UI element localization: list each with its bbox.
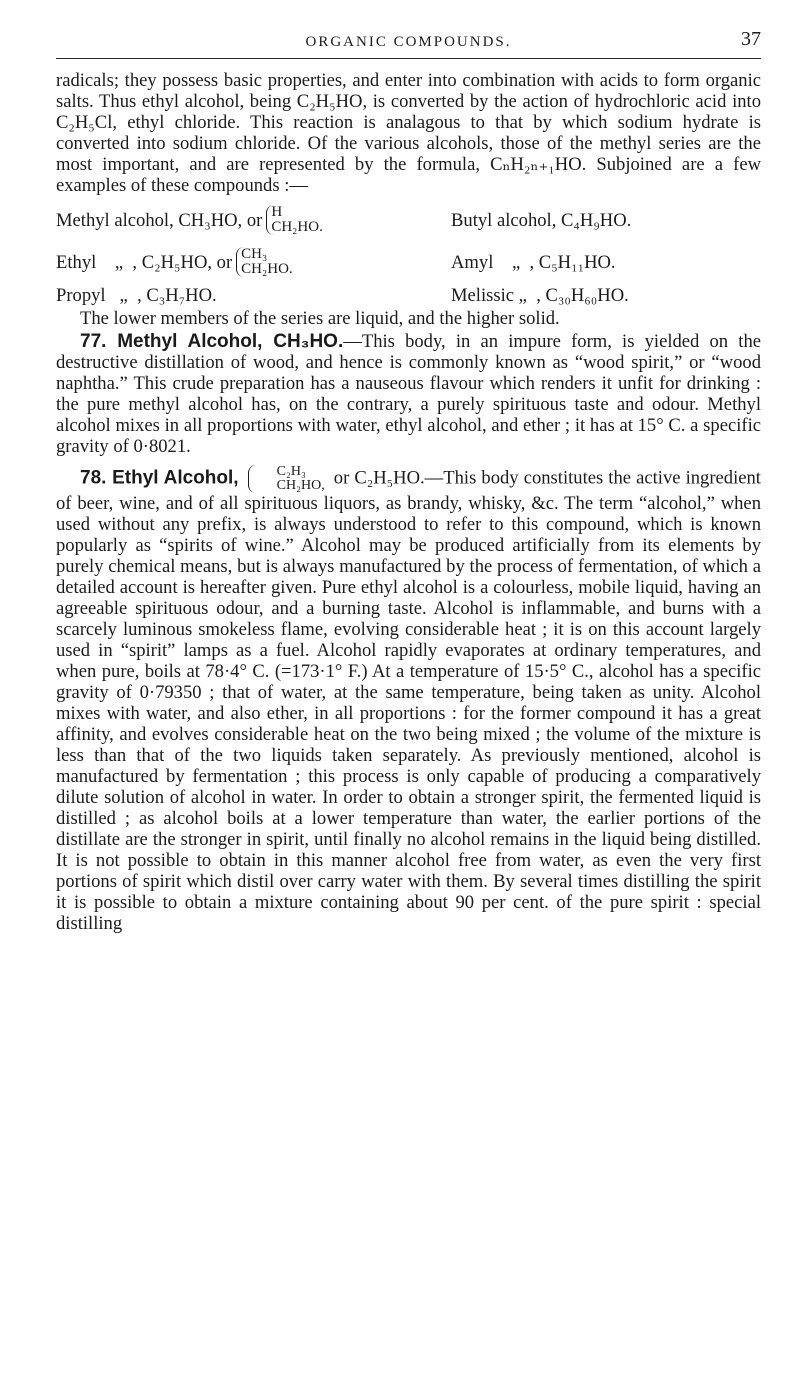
section-77 (56, 331, 761, 457)
formula-methyl-text: Methyl alcohol, CH₃HO, or (56, 209, 263, 231)
intro-paragraph: radicals; they possess basic properties, and enter into combination with acids to form organic salts. Thus ethyl alcohol, being C₂H₅HO, is converted by the action of hydrochloric acid into C₂H₅Cl, ethyl chloride. This reaction is analagous to that by which sodium hydrate is converted into sodium chloride. Of the various alcohols, those of the methyl series are the most important, and are represented by the formula, CₙH₂ₙ₊₁HO. Subjoined are a few examples of these compounds :— (56, 70, 761, 196)
brace-bottom: CH₂HO. (271, 219, 323, 235)
page-header (56, 28, 761, 59)
formula-ethyl-brace (236, 247, 292, 277)
formula-amyl-text: Amyl „ , C₅H₁₁HO. (451, 251, 616, 273)
section-78-heading: 78. Ethyl Alcohol, (80, 467, 239, 489)
page-number: 37 (741, 28, 761, 50)
formula-butyl (451, 200, 761, 240)
running-title: ORGANIC COMPOUNDS. (305, 34, 512, 50)
section-78-text: or C₂H₅HO.—This body constitutes the active ingredient of beer, wine, and of all spirituous liquors, as brandy, whisky, &c. The term “alcohol,” when used without any prefix, is always understood to refer to this compound, which is known popularly as “spirits of wine.” Alcohol may be produced artificially from its elements by purely chemical means, but is always manufactured by the process of fermentation, of which a detailed account is hereafter given. Pure ethyl alcohol is a colourless, mobile liquid, having an agreeable spirituous odour, and a burning taste. Alcohol is inflammable, and burns with a scarcely luminous smokeless flame, evolving considerable heat ; it is on this account largely used in “spirit” lamps as a fuel. Alcohol rapidly evaporates at ordinary temperatures, and when pure, boils at 78·4° C. (=173·1° F.) At a temperature of 15·5° C., alcohol has a specific gravity of 0·79350 ; that of water, at the same temperature, being taken as unity. Alcohol mixes with water, and also ether, in all proportions : for the former compound it has a great affinity, and evolves considerable heat on the two being mixed ; the volume of the mixture is less than that of the two liquids taken separately. As previously mentioned, alcohol is manufactured by fermentation ; this process is only capable of producing a comparatively dilute solution of alcohol in water. In order to obtain a stronger spirit, the fermented liquid is distilled ; as alcohol boils at a lower temperature than water, the earlier portions of the distillate are the stronger in spirit, until finally no alcohol remains in the liquid being distilled. It is not possible to obtain in this manner alcohol free from water, as even the very first portions of spirit which distil over carry water with them. By several times distilling the spirit it is possible to obtain a mixture containing about 90 per cent. of the pure spirit : special distilling (56, 467, 761, 934)
section-77-text: —This body, in an impure form, is yielded on the destructive distillation of wood, and hence is commonly known as “wood spirit,” or “wood naphtha.” This crude preparation has a nauseous flavour which renders it unfit for drinking : the pure methyl alcohol has, on the contrary, a purely spirituous taste and odour. Methyl alcohol mixes in all proportions with water, ethyl alcohol, and ether ; it has at 15° C. a specific gravity of 0·8021. (56, 331, 761, 457)
section-77-heading: 77. Methyl Alcohol, CH₃HO. (80, 331, 344, 352)
page-body (56, 70, 761, 934)
brace-top: C₂H₃ (276, 464, 306, 479)
formula-methyl-brace (266, 205, 322, 235)
brace-top: CH₃ (241, 246, 268, 262)
brace-top: H (271, 204, 283, 220)
brace-bottom: CH₂HO. (241, 261, 293, 277)
formula-propyl (56, 284, 451, 306)
brace-bottom: CH₂HO, (276, 478, 325, 493)
series-note: The lower members of the series are liquid, and the higher solid. (80, 308, 560, 329)
formula-propyl-text: Propyl „ , C₃H₇HO. (56, 284, 217, 306)
formula-ethyl (56, 242, 451, 282)
formula-butyl-text: Butyl alcohol, C₄H₉HO. (451, 209, 632, 231)
formula-melissic-text: Melissic „ , C₃₀H₆₀HO. (451, 284, 629, 306)
formula-ethyl-text: Ethyl „ , C₂H₅HO, or (56, 251, 233, 273)
formula-melissic (451, 284, 761, 306)
section-78 (56, 465, 761, 934)
formula-methyl (56, 200, 451, 240)
section-78-brace (248, 465, 325, 493)
alcohol-formula-list (56, 200, 761, 306)
formula-amyl (451, 242, 761, 282)
